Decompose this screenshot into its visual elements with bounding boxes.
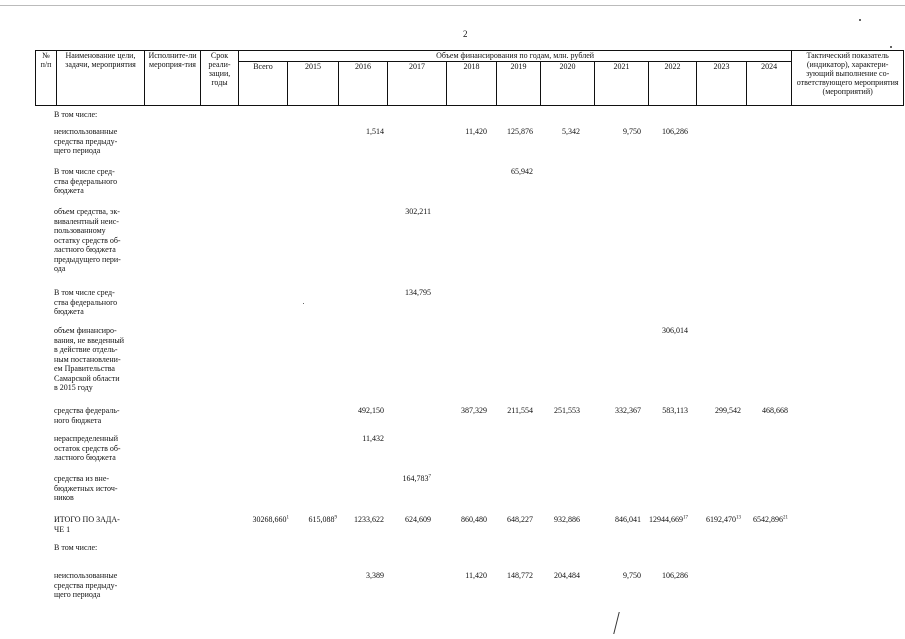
cell-value-2020: 5,342 (562, 127, 580, 136)
cell-value-2021: 9,750 (623, 571, 641, 580)
header-executors: Исполните-ли мероприя-тия (145, 51, 201, 106)
cell-value-total: 30268,660$^1$ (252, 515, 289, 524)
header-num: № п/п (36, 51, 57, 106)
cell-value-2022: 106,286 (662, 571, 688, 580)
cell-value-2018: 860,480 (461, 515, 487, 524)
footnote-mark: 21 (783, 515, 788, 521)
footnote-mark: 1 (286, 515, 289, 521)
cell-value-2016: 1233,622 (354, 515, 384, 524)
cell-value-2022: 12944,669$^{17}$ (649, 515, 688, 524)
cell-value-2019: 211,554 (507, 406, 533, 415)
header-year: 2020 (541, 62, 595, 106)
footnote-mark: 13 (736, 515, 741, 521)
cell-value-2022: 306,014 (662, 326, 688, 335)
cell-value-2021: 9,750 (623, 127, 641, 136)
row-label: нераспределенный остаток средств об- ластного бюджета (54, 434, 121, 462)
cell-value-2018: 387,329 (461, 406, 487, 415)
row-label: В том числе: (54, 543, 98, 552)
row-label: средства федераль- ного бюджета (54, 406, 120, 425)
header-indicator: Тактический показатель (индикатор), характери-зующий выполнение со-ответствующего мероприятия (мероприятий) (792, 51, 904, 106)
footnote-mark: 17 (683, 515, 688, 521)
cell-value-2023: 6192,470$^{13}$ (706, 515, 741, 524)
header-year: 2024 (747, 62, 792, 106)
row-label: ИТОГО ПО ЗАДА- ЧЕ 1 (54, 515, 120, 534)
cell-value-2021: 332,367 (615, 406, 641, 415)
header-year: 2023 (697, 62, 747, 106)
cell-value-2017: 164,783$^7$ (402, 474, 431, 483)
header-total: Всего (239, 62, 288, 106)
row-label: неиспользованные средства предыду- щего периода (54, 571, 118, 599)
row-label: объем финансиро- вания, не введенный в действие отдель- ным постановлени- ем Правительства Самарской области в 2015 году (54, 326, 125, 392)
cell-value-2016: 3,389 (366, 571, 384, 580)
header-year: 2016 (339, 62, 388, 106)
row-label: В том числе сред- ства федерального бюджета (54, 288, 118, 316)
cell-value-2020: 251,553 (554, 406, 580, 415)
header-year: 2018 (447, 62, 497, 106)
header-year: 2019 (497, 62, 541, 106)
cell-value-2022: 106,286 (662, 127, 688, 136)
cell-value-2016: 492,150 (358, 406, 384, 415)
row-label: неиспользованные средства предыду- щего периода (54, 127, 118, 155)
header-year: 2021 (595, 62, 649, 106)
header-name: Наименование цели, задачи, мероприятия (57, 51, 145, 106)
cell-value-2017: 624,609 (405, 515, 431, 524)
cell-value-2016: 11,432 (362, 434, 384, 443)
cell-value-2018: 11,420 (465, 571, 487, 580)
cell-value-2016: 1,514 (366, 127, 384, 136)
cell-value-2023: 299,542 (715, 406, 741, 415)
cell-value-2020: 204,484 (554, 571, 580, 580)
cell-value-2017: 302,211 (405, 207, 431, 216)
row-label: средства из вне- бюджетных источ- ников (54, 474, 118, 502)
cell-value-2024: 468,668 (762, 406, 788, 415)
cell-value-2022: 583,113 (662, 406, 688, 415)
cell-value-2019: 65,942 (511, 167, 533, 176)
header-year: 2015 (288, 62, 339, 106)
cell-value-2019: 648,227 (507, 515, 533, 524)
row-label: В том числе сред- ства федерального бюджета (54, 167, 118, 195)
cell-value-2019: 148,772 (507, 571, 533, 580)
cell-value-2015: 615,088$^9$ (308, 515, 337, 524)
footnote-mark: 7 (428, 474, 431, 480)
page-number: 2 (463, 29, 468, 39)
header-term: Срок реали-зации, годы (201, 51, 239, 106)
row-label: объем средства, эк- вивалентный неис- пользованному остатку средств об- ластного бюджета предыдущего пери- ода (54, 207, 121, 273)
header-year: 2022 (649, 62, 697, 106)
cell-value-2019: 125,876 (507, 127, 533, 136)
cell-value-2017: 134,795 (405, 288, 431, 297)
cell-value-2018: 11,420 (465, 127, 487, 136)
row-label: В том числе: (54, 110, 98, 119)
footnote-mark: 9 (334, 515, 337, 521)
cell-value-2024: 6542,896$^{21}$ (753, 515, 788, 524)
header-funding: Объем финансирования по годам, млн. рублей (239, 51, 792, 62)
cell-value-2021: 846,041 (615, 515, 641, 524)
cell-value-2020: 932,886 (554, 515, 580, 524)
header-year: 2017 (388, 62, 447, 106)
